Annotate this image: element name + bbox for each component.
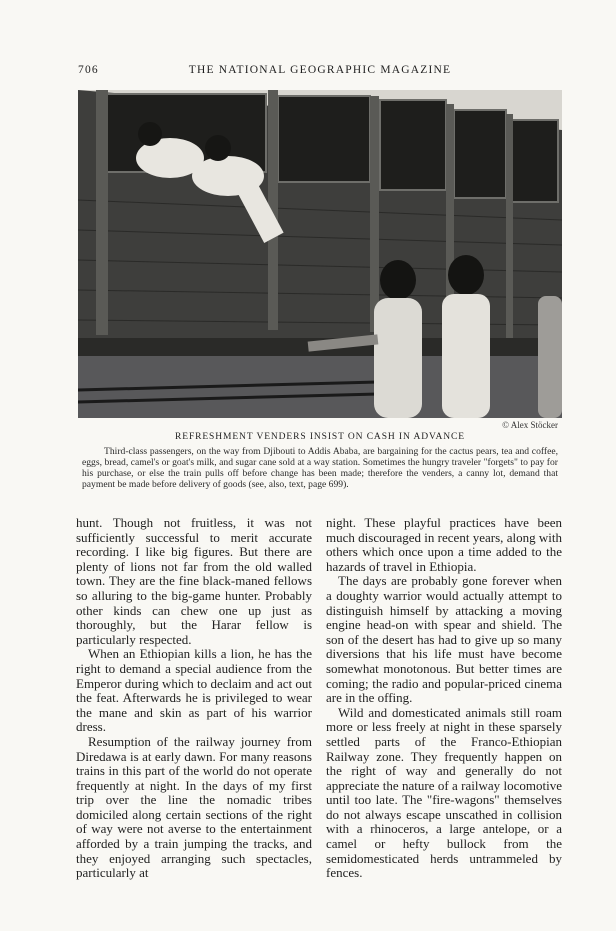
paragraph: Resumption of the railway journey from Diredawa is at early dawn. For many reasons trains in this part of the world do not operate frequently at night. In the days of my first trip over the line the nomadic tribes domiciled along certain sections of the right of way were not averse to the entertainment afforded by a train jumping the tracks, and they enjoyed arranging such spectacles, particularly at — [76, 733, 312, 881]
paragraph: Wild and domesticated animals still roam more or less freely at night in these sparsely settled parts of the Franco-Ethiopian Railway zone. They frequently happen on the right of way and generally do not appreciate the nature of a railway locomotive until too late. The "fire-wagons" themselves do not always escape unscathed in collision with a rhinoceros, a large antelope, or a camel or hefty bullock from the semidomesticated herds untrammeled by fences. — [326, 704, 562, 881]
paragraph: night. These playful practices have been much discouraged in recent years, along with others which once upon a time added to the hazards of travel in Ethiopia. — [326, 515, 562, 574]
page-number: 706 — [78, 64, 99, 76]
paragraph: When an Ethiopian kills a lion, he has the right to demand a special audience from the Emperor during which to declaim and act out the feat. Afterwards he is privileged to wear the mane and skin as part of his warrior dress. — [76, 646, 312, 735]
paragraph: hunt. Though not fruitless, it was not sufficiently successful to merit accurate recording. I like big figures. But there are plenty of lions not far from the old walled town. They are the fine black-maned fellows so alluring to the big-game hunter. Probably other kinds can chew one up just as thoroughly, but the Harar fellow is particularly respected. — [76, 515, 312, 647]
caption-title: REFRESHMENT VENDERS INSIST ON CASH IN ADVANCE — [175, 432, 465, 442]
magazine-title: THE NATIONAL GEOGRAPHIC MAGAZINE — [188, 64, 452, 76]
running-header — [78, 64, 562, 80]
photo-credit: © Alex Stöcker — [502, 420, 558, 430]
text-column-right — [326, 516, 562, 881]
paragraph: The days are probably gone forever when a doughty warrior would actually attempt to distinguish himself by attacking a moving engine head-on with spear and shield. The son of the desert has had to give up so many diversions that his life must have become somewhat monotonous. But better times are coming; the radio and popular-priced cinema are in the offing. — [326, 573, 562, 706]
caption-body: Third-class passengers, on the way from Djibouti to Addis Ababa, are bargaining for the cactus pears, tea and coffee, eggs, bread, camel's or goat's milk, and sugar cane sold at a way station. Sometimes the hungry traveler "forgets" to pay for his purchase, or else the train pulls off before change has been made; therefore the venders, a canny lot, demand that payment be made before delivery of goods (see, also, text, page 699). — [82, 446, 558, 490]
text-column-left — [76, 516, 312, 881]
photo-illustration — [78, 90, 562, 418]
photograph-railway-vendors — [78, 90, 562, 418]
